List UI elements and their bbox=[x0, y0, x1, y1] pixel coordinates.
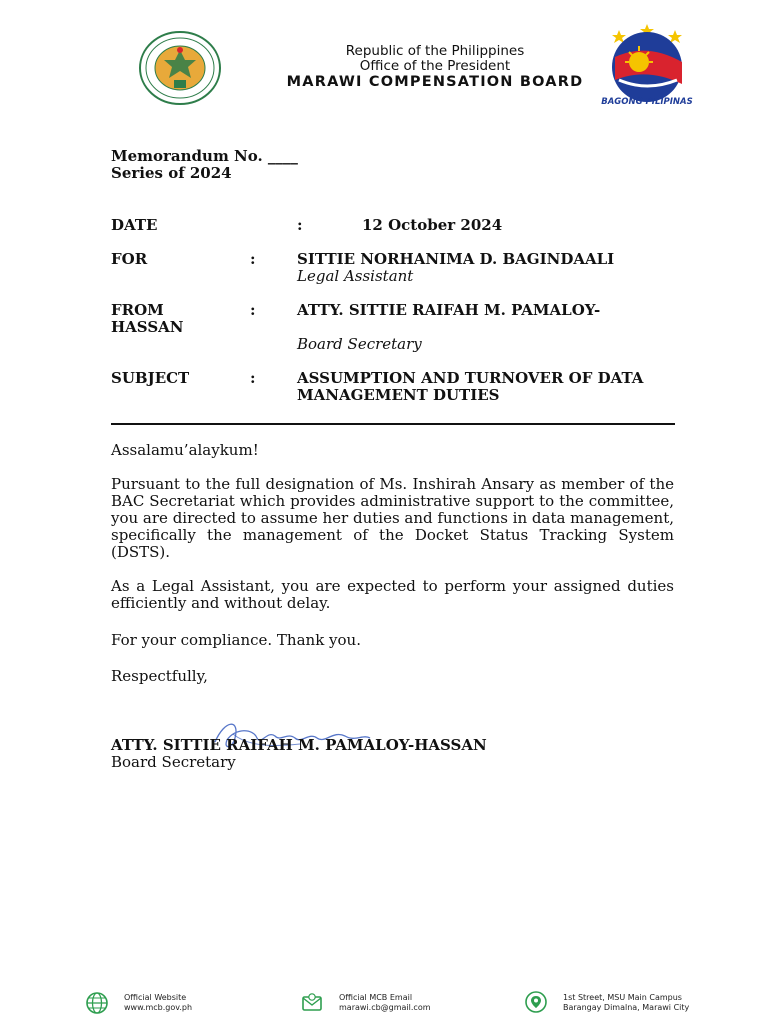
address-line-1: 1st Street, MSU Main Campus bbox=[563, 993, 682, 1002]
office-line: Office of the President bbox=[359, 58, 511, 74]
email-label: Official MCB Email bbox=[339, 993, 413, 1002]
signatory-name: ATTY. SITTIE RAIFAH M. PAMALOY-HASSAN bbox=[111, 736, 487, 754]
location-pin-icon bbox=[525, 991, 547, 1013]
memo-heading bbox=[111, 148, 298, 182]
for-label: FOR bbox=[111, 250, 148, 268]
from-title: Board Secretary bbox=[297, 335, 422, 353]
closing: Respectfully, bbox=[111, 667, 208, 685]
date-value: 12 October 2024 bbox=[362, 216, 503, 234]
republic-line: Republic of the Philippines bbox=[345, 43, 525, 59]
date-colon: : bbox=[297, 216, 303, 234]
signatory-title: Board Secretary bbox=[111, 753, 236, 771]
for-colon: : bbox=[250, 250, 256, 268]
greeting: Assalamu’alaykum! bbox=[111, 441, 259, 459]
body-paragraph-2: As a Legal Assistant, you are expected to perform your assigned duties efficiently and without delay. bbox=[111, 577, 674, 612]
date-label: DATE bbox=[111, 216, 158, 234]
memo-number: Memorandum No. ____ bbox=[111, 147, 298, 165]
body-paragraph-3: For your compliance. Thank you. bbox=[111, 631, 361, 649]
subject-colon: : bbox=[250, 369, 256, 387]
email-link[interactable]: marawi.cb@gmail.com bbox=[339, 1003, 431, 1012]
from-name: ATTY. SITTIE RAIFAH M. PAMALOY- bbox=[297, 301, 601, 319]
letterhead bbox=[240, 44, 630, 90]
bagong-pilipinas-text: BAGONG PILIPINAS bbox=[601, 97, 693, 107]
subject-label: SUBJECT bbox=[111, 369, 190, 387]
memo-series: Series of 2024 bbox=[111, 164, 232, 182]
website-label: Official Website bbox=[124, 993, 187, 1002]
from-name-continued: HASSAN bbox=[111, 318, 184, 336]
for-name: SITTIE NORHANIMA D. BAGINDAALI bbox=[297, 250, 615, 268]
email-icon bbox=[301, 991, 323, 1013]
body-paragraph-1: Pursuant to the full designation of Ms. Inshirah Ansary as member of the BAC Secretariat which provides administrative support to the committee, you are directed to assume her duties and functions in data management, specifically the management of the Docket Status Tracking System (DSTS). bbox=[111, 475, 674, 561]
footer-email bbox=[339, 993, 431, 1013]
website-link[interactable]: www.mcb.gov.ph bbox=[124, 1003, 193, 1012]
address-line-2: Barangay Dimalna, Marawi City bbox=[563, 1003, 690, 1012]
footer-website bbox=[124, 993, 192, 1013]
for-title: Legal Assistant bbox=[297, 267, 414, 285]
from-label: FROM bbox=[111, 301, 164, 319]
from-colon: : bbox=[250, 301, 256, 319]
footer-address bbox=[563, 993, 689, 1013]
header-divider bbox=[111, 423, 675, 425]
globe-icon bbox=[86, 992, 108, 1014]
subject-line-2: MANAGEMENT DUTIES bbox=[297, 386, 500, 404]
board-name: MARAWI COMPENSATION BOARD bbox=[286, 74, 584, 90]
marawi-compensation-board-seal bbox=[138, 30, 222, 106]
subject-line-1: ASSUMPTION AND TURNOVER OF DATA bbox=[297, 369, 644, 387]
